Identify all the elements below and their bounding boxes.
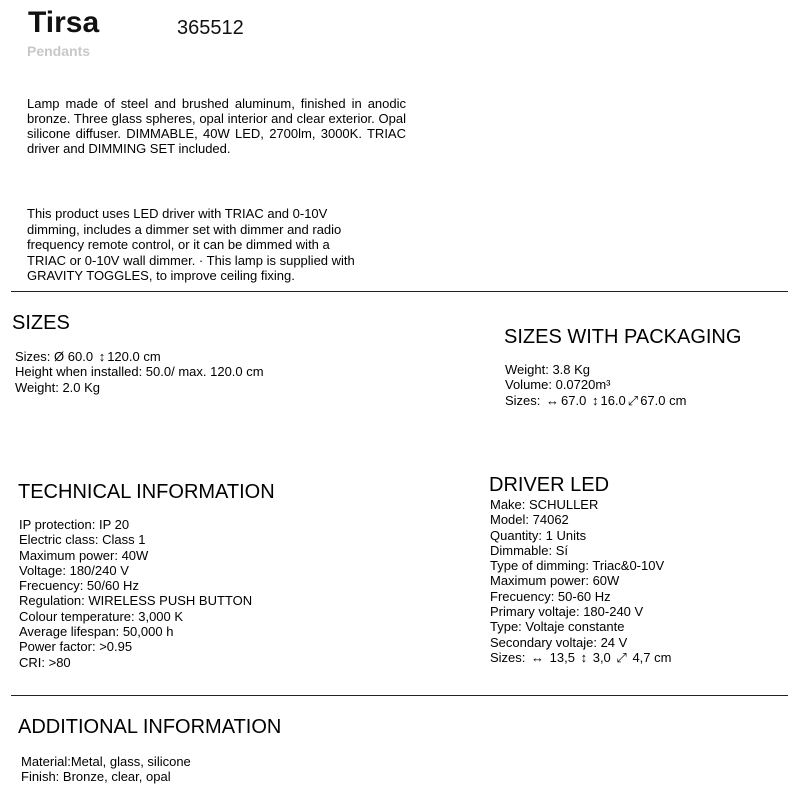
sizes-height: 120.0 cm: [107, 349, 161, 364]
driver-width: 13,5: [549, 649, 575, 665]
height-arrow-icon: ↕: [98, 349, 106, 364]
driver-line: Frecuency: 50-60 Hz: [490, 588, 611, 604]
product-description: Lamp made of steel and brushed aluminum, finished in anodic bronze. Three glass spheres, opal interior and clear exterior. Opal silicone diffuser. DIMMABLE, 40W LED, 2700lm, 3000K. TRIAC driver and DIMMING SET included.: [27, 96, 406, 156]
driver-line: Make: SCHULLER: [490, 497, 599, 512]
technical-line: Voltage: 180/240 V: [19, 562, 129, 578]
driver-line: Type of dimming: Triac&0-10V: [490, 558, 665, 574]
driver-depth: 4,7 cm: [632, 649, 672, 665]
depth-arrow-icon: ⤢: [616, 649, 627, 665]
sizes-block: [15, 349, 264, 395]
driver-heading: DRIVER LED: [489, 474, 610, 496]
packaging-depth: 67.0 cm: [640, 392, 687, 408]
packaging-sizes-label: Sizes:: [505, 392, 541, 408]
technical-heading: TECHNICAL INFORMATION: [18, 481, 275, 503]
sizes-weight: Weight: 2.0 Kg: [15, 379, 101, 395]
product-driver-description: This product uses LED driver with TRIAC and 0-10V dimming, includes a dimmer set with dimmer and radio frequency remote control, or it can be dimmed with a TRIAC or 0-10V wall dimmer. · This lamp is supplied with GRAVITY TOGGLES, to improve ceiling fixing.: [27, 206, 355, 283]
technical-line: Regulation: WIRELESS PUSH BUTTON: [19, 593, 253, 609]
technical-line: Maximum power: 40W: [19, 547, 149, 563]
packaging-width: 67.0: [561, 392, 587, 408]
driver-line: Model: 74062: [490, 512, 569, 528]
technical-line: Average lifespan: 50,000 h: [19, 624, 174, 640]
driver-dimensions: [490, 650, 671, 665]
product-category: Pendants: [27, 43, 91, 59]
driver-line: Primary voltaje: 180-240 V: [490, 604, 644, 620]
sizes-heading: SIZES: [12, 312, 70, 334]
depth-arrow-icon: ⤢: [627, 392, 639, 408]
technical-line: IP protection: IP 20: [19, 517, 130, 532]
product-title: Tirsa: [28, 6, 100, 39]
width-arrow-icon: ↔: [531, 649, 545, 665]
divider: [11, 291, 788, 292]
packaging-heading: SIZES WITH PACKAGING: [504, 326, 742, 348]
packaging-height: 16.0: [600, 392, 626, 408]
driver-sizes-label: Sizes:: [490, 649, 526, 665]
technical-line: CRI: >80: [19, 654, 71, 670]
height-arrow-icon: ↕: [591, 392, 599, 408]
divider: [11, 695, 788, 696]
additional-material: Material:Metal, glass, silicone: [21, 754, 191, 769]
product-code: 365512: [177, 17, 244, 39]
sizes-dimensions: [15, 349, 264, 364]
technical-line: Colour temperature: 3,000 K: [19, 608, 184, 624]
packaging-volume: Volume: 0.0720m³: [505, 377, 611, 393]
additional-finish: Finish: Bronze, clear, opal: [21, 769, 171, 785]
sizes-diameter: Ø 60.0: [54, 349, 94, 364]
height-arrow-icon: ↕: [580, 649, 588, 665]
additional-heading: ADDITIONAL INFORMATION: [18, 716, 282, 738]
driver-line: Secondary voltaje: 24 V: [490, 634, 628, 650]
driver-line: Dimmable: Sí: [490, 542, 569, 558]
technical-line: Electric class: Class 1: [19, 532, 146, 548]
packaging-weight: Weight: 3.8 Kg: [505, 362, 591, 377]
sizes-label: Sizes:: [15, 349, 51, 364]
packaging-dimensions: [505, 393, 686, 408]
driver-line: Maximum power: 60W: [490, 573, 620, 589]
packaging-block: [505, 362, 686, 408]
sizes-installed-height: Height when installed: 50.0/ max. 120.0 cm: [15, 364, 264, 380]
driver-height: 3,0: [592, 649, 611, 665]
technical-line: Power factor: >0.95: [19, 639, 133, 655]
additional-list: [21, 754, 191, 785]
technical-list: [19, 517, 252, 670]
technical-line: Frecuency: 50/60 Hz: [19, 578, 139, 594]
driver-line: Quantity: 1 Units: [490, 527, 587, 543]
driver-line: Type: Voltaje constante: [490, 619, 625, 635]
driver-list: [490, 497, 671, 665]
width-arrow-icon: ↔: [546, 392, 560, 408]
